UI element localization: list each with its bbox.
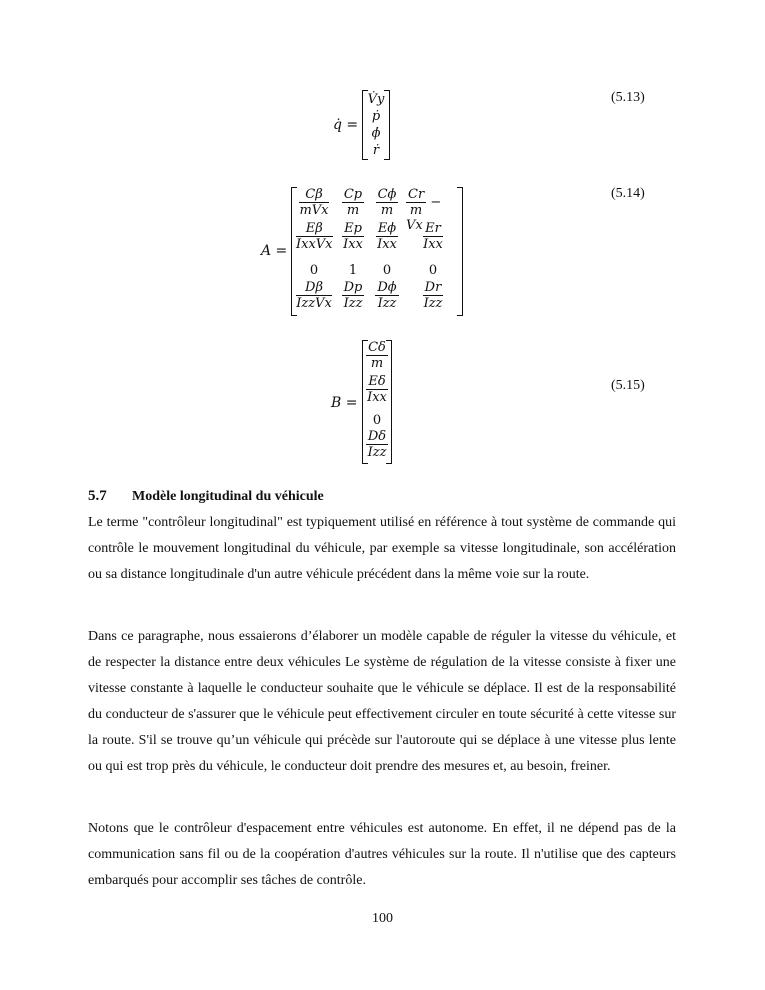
matrix-cell: $\frac{E\delta}{\text{Ixx}}$: [367, 374, 387, 405]
matrix: [362, 90, 390, 160]
paragraph: Notons que le contrôleur d'espacement entre véhicules est autonome. En effet, il ne dépend pas de la communication sans fil ou de la coopération d'autres véhicules sur la route. Il n'utilise que des capteurs embarqués pour accomplir ses tâches de contrôle.: [88, 821, 676, 888]
section-title: Modèle longitudinal du véhicule: [132, 489, 324, 504]
paragraph: Dans ce paragraphe, nous essaierons d’élaborer un modèle capable de réguler la vitesse du véhicule, et de respecter la distance entre deux véhicules Le système de régulation de la vitesse consiste à fixer une vitesse constante à laquelle le conducteur souhaite que le véhicule se déplace. Il est de la responsabilité du conducteur de s'assurer que le véhicule peut effectivement circuler en toute sécurité à cette vitesse sur la route. S'il se trouve qu’un véhicule qui précède sur l'autoroute qui se déplace à une vitesse plus lente ou qui est trop près du véhicule, le conducteur doit prendre des mesures et, au besoin, freiner.: [88, 629, 676, 774]
equation-number: (5.13): [611, 90, 645, 105]
paragraph: Le terme "contrôleur longitudinal" est typiquement utilisé en référence à tout système de commande qui contrôle le mouvement longitudinal du véhicule, par exemple sa vitesse longitudinale, son accélération ou sa distance longitudinale d'un autre véhicule précédent dans la même voie sur la route.: [88, 515, 676, 582]
matrix-cell: $\frac{Dp}{\text{Izz}}$: [343, 280, 363, 311]
matrix-cell: ṙ: [372, 143, 380, 158]
matrix-cell: $\frac{E\beta}{\text{IxxVx}}$: [296, 221, 333, 252]
matrix-cell: $\frac{C\phi}{m}$: [377, 187, 397, 218]
section-number: 5.7: [88, 488, 107, 504]
matrix-cell: 0: [428, 263, 438, 278]
matrix-cell: $\frac{D\delta}{\text{Izz}}$: [367, 429, 387, 460]
matrix-cell: ϕ̇: [371, 126, 381, 141]
matrix-cell: $\frac{Dr}{\text{Izz}}$: [423, 280, 443, 311]
matrix-cell: $\frac{Er}{\text{Ixx}}$: [423, 221, 443, 252]
matrix-cell: 0: [372, 413, 382, 428]
eq-lhs: A =: [261, 243, 288, 259]
matrix-cell: $\frac{Cr}{m}$ − Vx: [406, 187, 442, 233]
equation-number: (5.14): [611, 186, 645, 201]
matrix-cell: $\frac{D\phi}{\text{Izz}}$: [377, 280, 397, 311]
eq-lhs: q̇ =: [333, 117, 359, 133]
matrix-cell: 1: [348, 263, 358, 278]
eq-lhs: B =: [331, 395, 358, 411]
page-number: 100: [372, 911, 393, 926]
matrix-cell: 0: [309, 263, 319, 278]
matrix: [291, 187, 463, 316]
matrix-cell: V̇y: [367, 92, 385, 107]
matrix: [362, 340, 392, 464]
matrix-cell: ṗ: [371, 109, 381, 124]
matrix-cell: $\frac{E\phi}{\text{Ixx}}$: [377, 221, 397, 252]
matrix-cell: $\frac{C\beta}{\text{mVx}}$: [299, 187, 329, 218]
matrix-cell: 0: [382, 263, 392, 278]
matrix-cell: $\frac{D\beta}{\text{IzzVx}}$: [296, 280, 332, 311]
matrix-cell: $\frac{Cp}{m}$: [343, 187, 363, 218]
section-heading: [88, 488, 324, 505]
matrix-cell: $\frac{C\delta}{m}$: [368, 340, 386, 371]
matrix-cell: $\frac{Ep}{\text{Ixx}}$: [343, 221, 363, 252]
equation-number: (5.15): [611, 378, 645, 393]
